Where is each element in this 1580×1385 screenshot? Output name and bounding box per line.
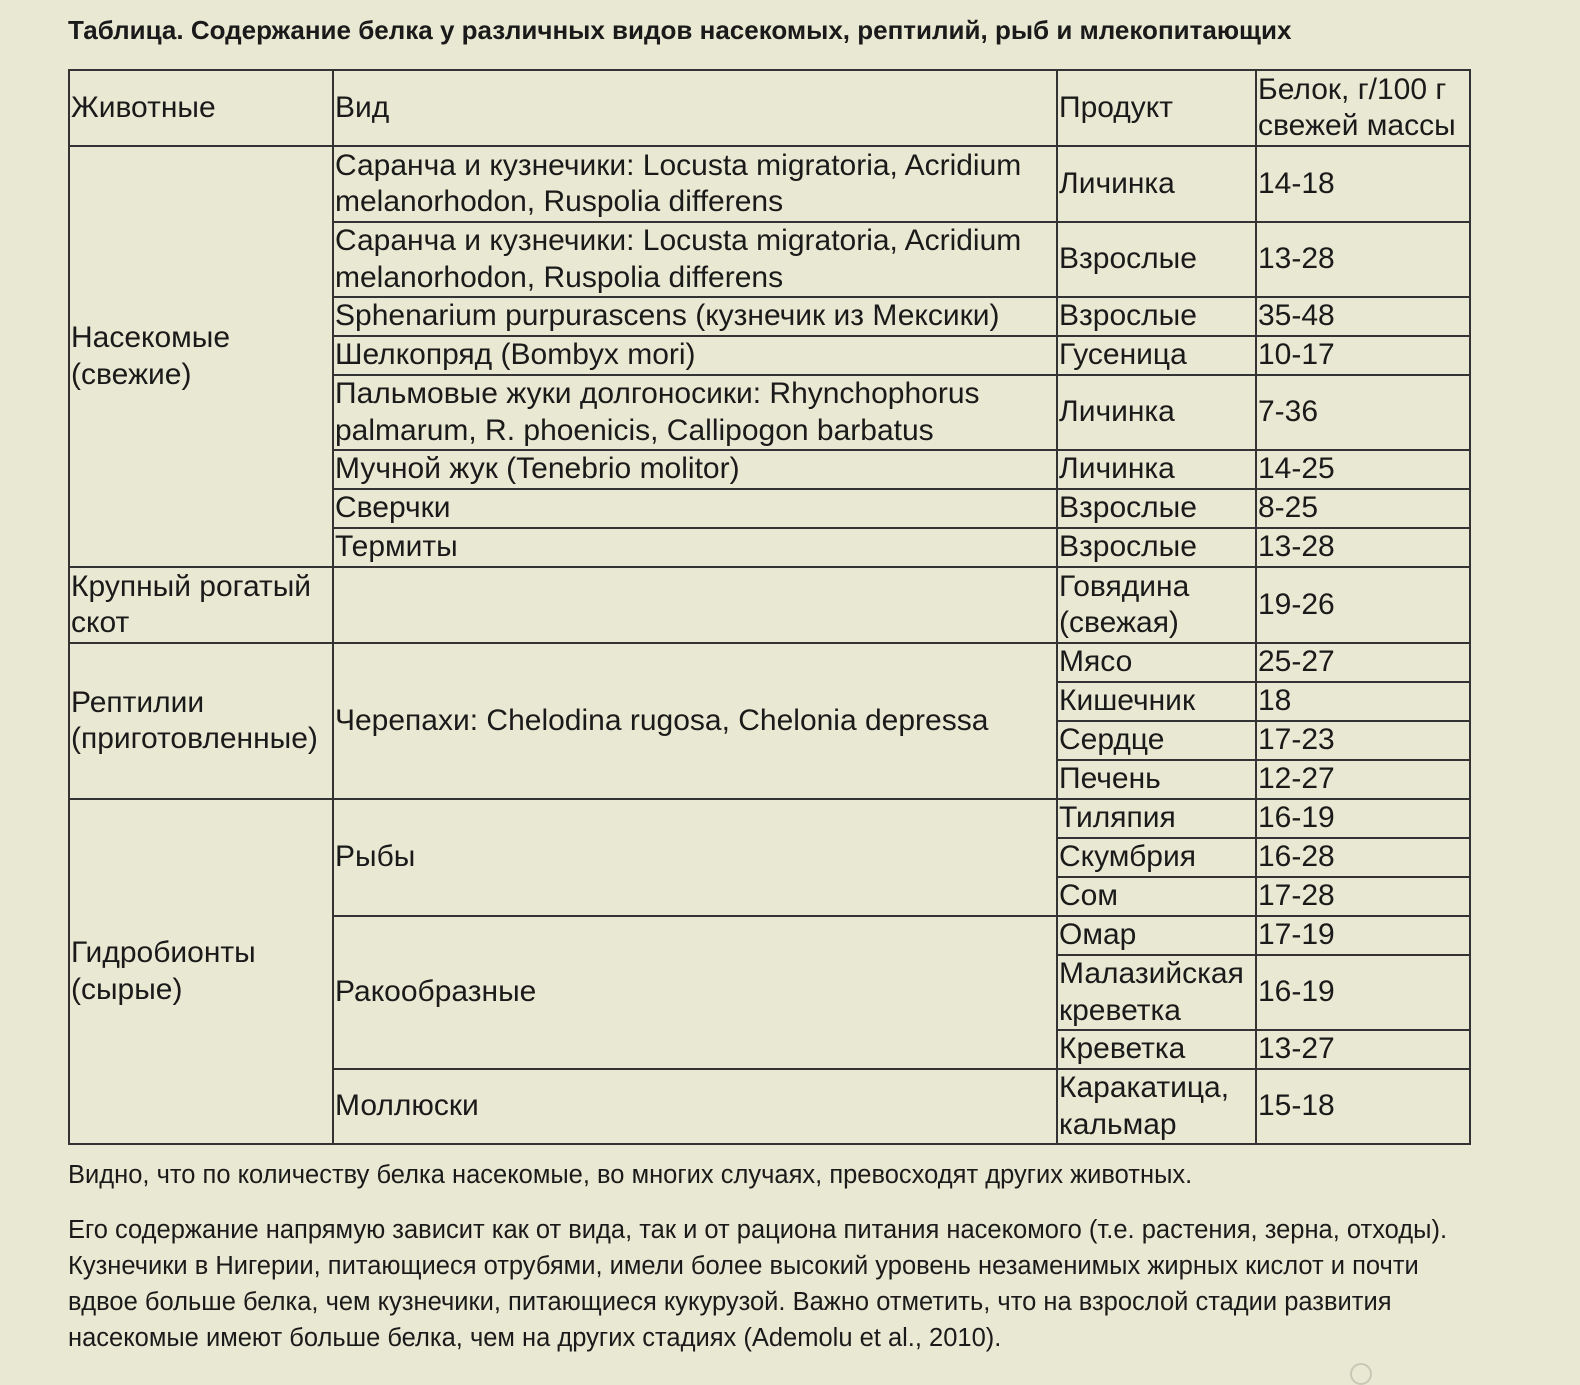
species-cell: Ракообразные xyxy=(333,916,1057,1069)
product-cell: Сом xyxy=(1057,877,1256,916)
table-row xyxy=(69,643,1470,682)
product-cell: Гусеница xyxy=(1057,336,1256,375)
product-cell: Кишечник xyxy=(1057,682,1256,721)
protein-cell: 13-27 xyxy=(1256,1030,1470,1069)
scroll-indicator-icon xyxy=(1350,1363,1372,1385)
protein-cell: 13-28 xyxy=(1256,222,1470,297)
table-caption: Таблица. Содержание белка у различных видов насекомых, рептилий, рыб и млекопитающих xyxy=(68,15,1292,45)
protein-cell: 16-28 xyxy=(1256,838,1470,877)
product-cell: Личинка xyxy=(1057,146,1256,222)
species-cell: Саранча и кузнечики: Locusta migratoria, Acridium melanorhodon, Ruspolia differens xyxy=(333,222,1057,297)
protein-cell: 13-28 xyxy=(1256,528,1470,567)
species-cell: Пальмовые жуки долгоносики: Rhynchophorus palmarum, R. phoenicis, Callipogon barbatus xyxy=(333,375,1057,450)
product-cell: Скумбрия xyxy=(1057,838,1256,877)
protein-cell: 35-48 xyxy=(1256,297,1470,336)
protein-cell: 17-19 xyxy=(1256,916,1470,955)
protein-cell: 16-19 xyxy=(1256,955,1470,1030)
product-cell: Печень xyxy=(1057,760,1256,799)
protein-cell: 17-28 xyxy=(1256,877,1470,916)
protein-cell: 15-18 xyxy=(1256,1069,1470,1144)
species-cell: Мучной жук (Tenebrio molitor) xyxy=(333,450,1057,489)
header-species: Вид xyxy=(333,70,1057,146)
group-reptiles: Рептилии (приготовленные) xyxy=(69,643,333,799)
product-cell: Каракатица, кальмар xyxy=(1057,1069,1256,1144)
product-cell: Сердце xyxy=(1057,721,1256,760)
article-content xyxy=(68,0,1488,1356)
paragraph-summary: Видно, что по количеству белка насекомые, во многих случаях, превосходят других животных. xyxy=(68,1161,1193,1189)
product-cell: Говядина (свежая) xyxy=(1057,567,1256,643)
protein-table xyxy=(68,69,1471,1145)
species-cell: Черепахи: Chelodina rugosa, Chelonia depressa xyxy=(333,643,1057,799)
species-cell: Sphenarium purpurascens (кузнечик из Мексики) xyxy=(333,297,1057,336)
protein-cell: 8-25 xyxy=(1256,489,1470,528)
protein-cell: 7-36 xyxy=(1256,375,1470,450)
group-hydrobionts: Гидробионты (сырые) xyxy=(69,799,333,1144)
header-product: Продукт xyxy=(1057,70,1256,146)
protein-cell: 14-25 xyxy=(1256,450,1470,489)
product-cell: Мясо xyxy=(1057,643,1256,682)
product-cell: Взрослые xyxy=(1057,489,1256,528)
product-cell: Омар xyxy=(1057,916,1256,955)
species-cell: Рыбы xyxy=(333,799,1057,916)
table-row xyxy=(69,146,1470,222)
species-cell: Моллюски xyxy=(333,1069,1057,1144)
table-header-row xyxy=(69,70,1470,146)
product-cell: Взрослые xyxy=(1057,222,1256,297)
protein-cell: 18 xyxy=(1256,682,1470,721)
protein-cell: 17-23 xyxy=(1256,721,1470,760)
protein-cell: 12-27 xyxy=(1256,760,1470,799)
protein-cell: 16-19 xyxy=(1256,799,1470,838)
product-cell: Взрослые xyxy=(1057,528,1256,567)
product-cell: Взрослые xyxy=(1057,297,1256,336)
product-cell: Креветка xyxy=(1057,1030,1256,1069)
product-cell: Личинка xyxy=(1057,450,1256,489)
species-cell: Термиты xyxy=(333,528,1057,567)
protein-cell: 10-17 xyxy=(1256,336,1470,375)
species-cell: Шелкопряд (Bombyx mori) xyxy=(333,336,1057,375)
product-cell: Личинка xyxy=(1057,375,1256,450)
product-cell: Тиляпия xyxy=(1057,799,1256,838)
group-cattle: Крупный рогатый скот xyxy=(69,567,333,643)
paragraph-details: Его содержание напрямую зависит как от вида, так и от рациона питания насекомого (т.е. растения, зерна, отходы). Кузнечики в Нигерии, питающиеся отрубями, имели более высокий уровень незаменимых жирных кислот и почти вдвое больше белка, чем кузнечики, питающиеся кукурузой. Важно отметить, что на взрослой стадии развития насекомые имеют больше белка, чем на других стадиях (Ademolu et al., 2010). xyxy=(68,1216,1448,1352)
table-row xyxy=(69,799,1470,838)
species-cell: Саранча и кузнечики: Locusta migratoria, Acridium melanorhodon, Ruspolia differens xyxy=(333,146,1057,222)
protein-cell: 14-18 xyxy=(1256,146,1470,222)
species-cell: Сверчки xyxy=(333,489,1057,528)
product-cell: Малазийская креветка xyxy=(1057,955,1256,1030)
group-insects: Насекомые (свежие) xyxy=(69,146,333,567)
protein-cell: 25-27 xyxy=(1256,643,1470,682)
species-cell xyxy=(333,567,1057,643)
protein-cell: 19-26 xyxy=(1256,567,1470,643)
header-protein: Белок, г/100 г свежей массы xyxy=(1256,70,1470,146)
table-row xyxy=(69,567,1470,643)
header-animals: Животные xyxy=(69,70,333,146)
